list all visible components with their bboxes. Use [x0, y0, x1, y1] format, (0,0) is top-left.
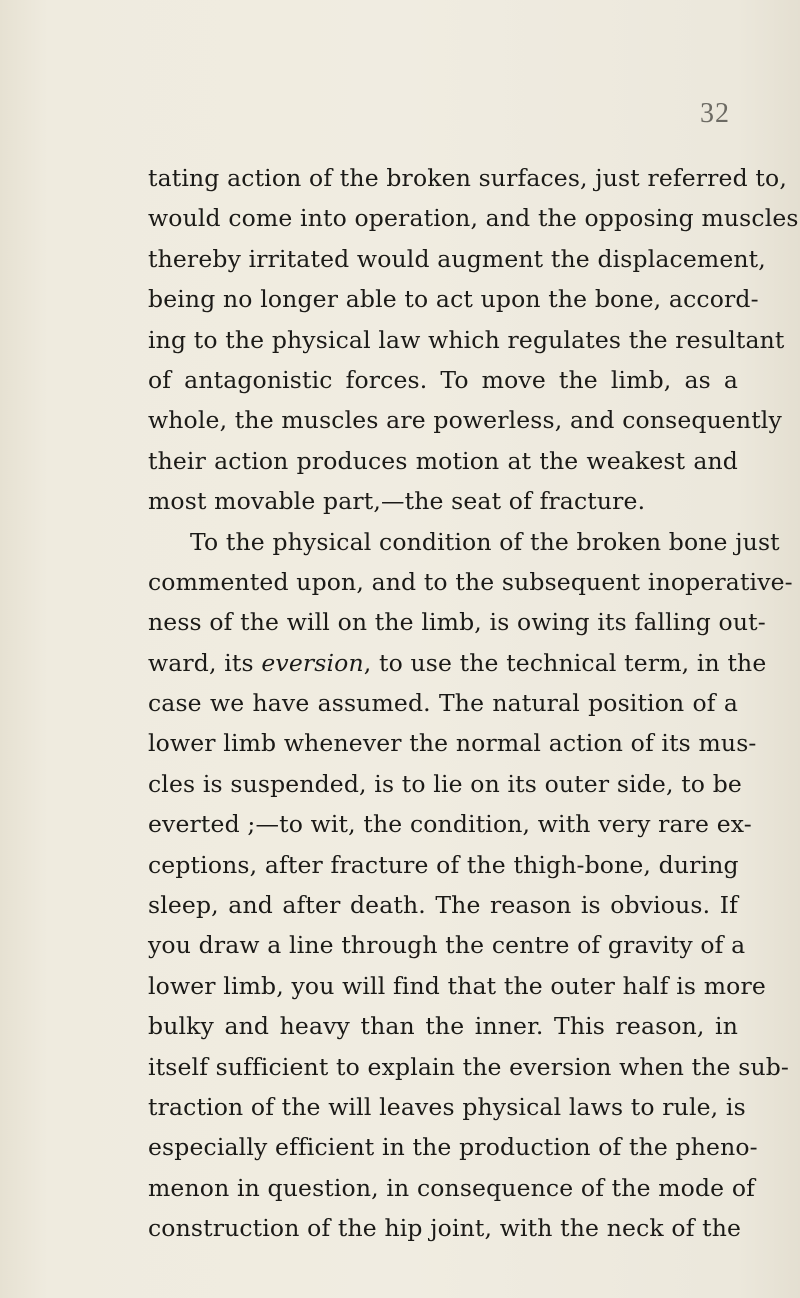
- page-number: 32: [700, 98, 730, 129]
- text-line: would come into operation, and the opposing muscles: [148, 204, 799, 233]
- text-line: sleep, and after death. The reason is obvious. If: [148, 891, 738, 920]
- text-line: menon in question, in consequence of the mode of: [148, 1173, 755, 1202]
- text-segment: ward, its: [148, 648, 262, 677]
- text-line: ness of the will on the limb, is owing its falling out-: [148, 608, 766, 637]
- text-line: thereby irritated would augment the displacement,: [148, 244, 766, 273]
- text-line: their action produces motion at the weakest and: [148, 446, 738, 475]
- text-line: itself sufficient to explain the eversion when the sub-: [148, 1052, 790, 1081]
- body-text: [148, 158, 799, 1249]
- text-line: ing to the physical law which regulates the resultant: [148, 325, 785, 354]
- text-line: lower limb, you will find that the outer half is more: [148, 971, 766, 1000]
- text-line-with-italic: [148, 643, 767, 683]
- text-line: ceptions, after fracture of the thigh-bone, during: [148, 850, 739, 879]
- text-line: bulky and heavy than the inner. This reason, in: [148, 1012, 738, 1041]
- text-line: cles is suspended, is to lie on its outer side, to be: [148, 769, 742, 798]
- text-line-paragraph-start: To the physical condition of the broken bone just: [190, 527, 780, 556]
- text-line: everted ;—to wit, the condition, with very rare ex-: [148, 810, 752, 839]
- text-line: you draw a line through the centre of gravity of a: [148, 931, 746, 960]
- text-segment: , to use the technical term, in the: [363, 648, 767, 677]
- text-line: tating action of the broken surfaces, just referred to,: [148, 164, 787, 192]
- text-line: construction of the hip joint, with the neck of the: [148, 1214, 742, 1243]
- text-line: lower limb whenever the normal action of its mus-: [148, 729, 757, 758]
- italic-term: eversion: [261, 648, 364, 677]
- text-line: most movable part,—the seat of fracture.: [148, 487, 646, 516]
- text-line: especially efficient in the production of the pheno-: [148, 1133, 758, 1162]
- text-line: being no longer able to act upon the bone, accord-: [148, 285, 759, 314]
- text-line: of antagonistic forces. To move the limb, as a: [148, 365, 738, 394]
- text-line: traction of the will leaves physical laws to rule, is: [148, 1092, 746, 1121]
- text-line: commented upon, and to the subsequent inoperative-: [148, 567, 793, 596]
- text-line: case we have assumed. The natural position of a: [148, 689, 738, 718]
- text-line: whole, the muscles are powerless, and consequently: [148, 406, 782, 435]
